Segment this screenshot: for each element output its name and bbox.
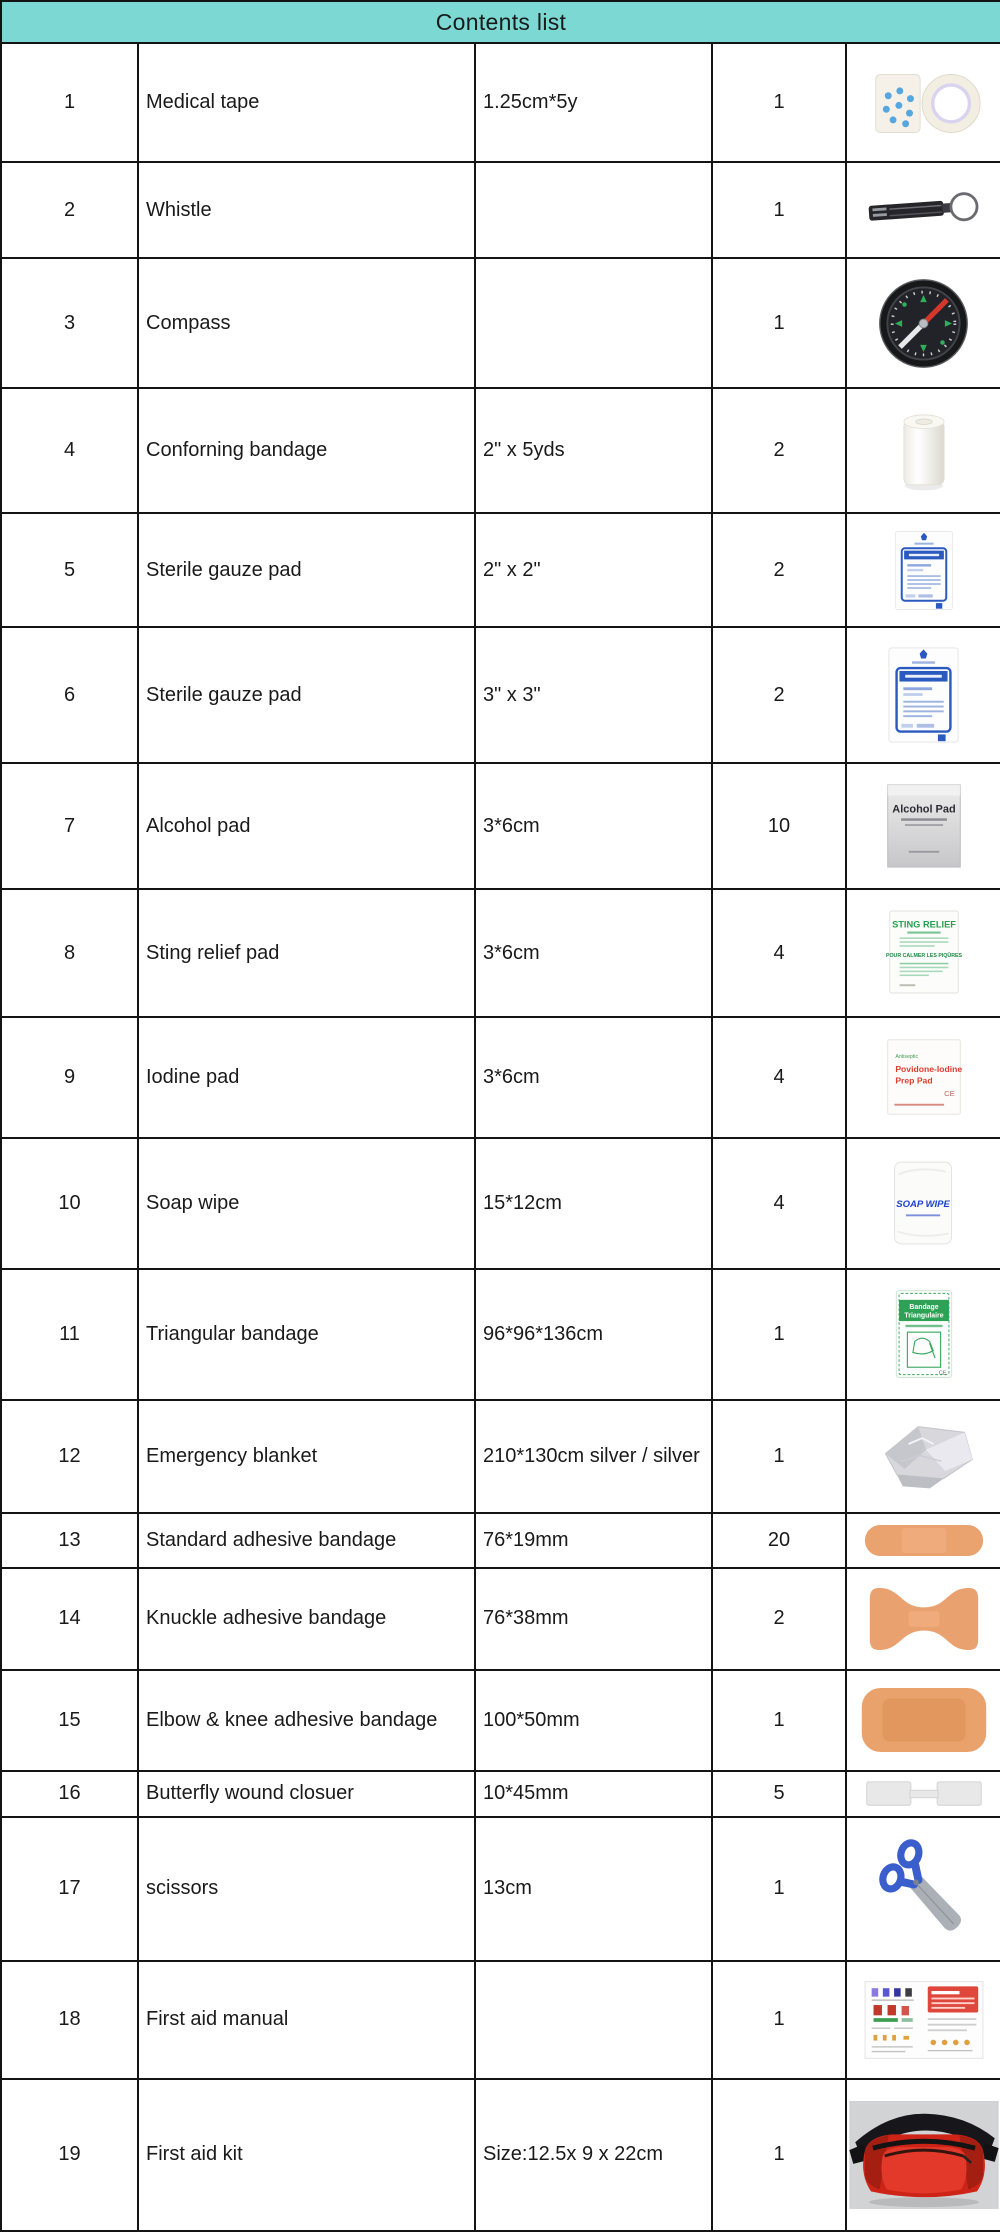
compass-photo [847, 259, 1000, 387]
item-size: 3" x 3" [475, 627, 712, 763]
item-number: 9 [1, 1017, 138, 1137]
item-number: 8 [1, 889, 138, 1017]
knuckle-bandage-photo [847, 1569, 1000, 1669]
item-number: 5 [1, 513, 138, 627]
svg-text:POUR CALMER LES PIQÛRES: POUR CALMER LES PIQÛRES [885, 953, 962, 960]
conforming-bandage-photo [847, 389, 1000, 513]
table-row [1, 1513, 1000, 1568]
item-size: 3*6cm [475, 1017, 712, 1137]
item-quantity: 1 [712, 1817, 846, 1961]
item-photo-cell [846, 1568, 1000, 1670]
item-size: 1.25cm*5y [475, 43, 712, 162]
table-row [1, 1961, 1000, 2079]
table-row [1, 1568, 1000, 1670]
item-quantity: 1 [712, 162, 846, 258]
item-name: First aid kit [138, 2079, 475, 2231]
item-photo-cell [846, 513, 1000, 627]
item-size: 210*130cm silver / silver [475, 1400, 712, 1514]
item-size [475, 162, 712, 258]
item-size: 100*50mm [475, 1670, 712, 1772]
soap-wipe-photo [847, 1139, 1000, 1268]
item-number: 14 [1, 1568, 138, 1670]
svg-text:Povidone-Iodine: Povidone-Iodine [894, 1064, 962, 1075]
item-name: First aid manual [138, 1961, 475, 2079]
item-name: scissors [138, 1817, 475, 1961]
item-name: Sterile gauze pad [138, 627, 475, 763]
table-row [1, 889, 1000, 1017]
item-number: 17 [1, 1817, 138, 1961]
item-number: 3 [1, 258, 138, 388]
item-name: Elbow & knee adhesive bandage [138, 1670, 475, 1772]
item-name: Triangular bandage [138, 1269, 475, 1400]
table-row [1, 1817, 1000, 1961]
svg-text:Antiseptic: Antiseptic [894, 1054, 918, 1061]
item-number: 2 [1, 162, 138, 258]
item-photo-cell [846, 1670, 1000, 1772]
item-photo-cell [846, 258, 1000, 388]
sting-relief-photo [847, 890, 1000, 1016]
item-photo-cell [846, 1400, 1000, 1514]
gauze-pad-small-photo [847, 514, 1000, 626]
first-aid-kit-photo [847, 2080, 1000, 2230]
item-number: 13 [1, 1513, 138, 1568]
item-name: Soap wipe [138, 1138, 475, 1269]
item-quantity: 4 [712, 889, 846, 1017]
item-size [475, 258, 712, 388]
item-number: 12 [1, 1400, 138, 1514]
item-quantity: 1 [712, 43, 846, 162]
item-quantity: 2 [712, 388, 846, 514]
item-quantity: 10 [712, 763, 846, 889]
item-size [475, 1961, 712, 2079]
svg-text:SOAP WIPE: SOAP WIPE [895, 1198, 950, 1210]
table-row [1, 388, 1000, 514]
item-name: Standard adhesive bandage [138, 1513, 475, 1568]
item-name: Sterile gauze pad [138, 513, 475, 627]
item-name: Medical tape [138, 43, 475, 162]
item-quantity: 4 [712, 1138, 846, 1269]
item-name: Whistle [138, 162, 475, 258]
item-photo-cell [846, 43, 1000, 162]
item-number: 18 [1, 1961, 138, 2079]
svg-text:CE: CE [943, 1089, 955, 1099]
item-quantity: 5 [712, 1771, 846, 1816]
item-quantity: 2 [712, 513, 846, 627]
medical-tape-photo [847, 44, 1000, 161]
item-quantity: 2 [712, 1568, 846, 1670]
whistle-photo [847, 163, 1000, 257]
svg-text:Alcohol Pad: Alcohol Pad [891, 803, 956, 816]
table-row [1, 1269, 1000, 1400]
item-name: Compass [138, 258, 475, 388]
gauze-pad-large-photo [847, 628, 1000, 762]
item-photo-cell [846, 627, 1000, 763]
table-row [1, 1017, 1000, 1137]
item-number: 1 [1, 43, 138, 162]
item-number: 6 [1, 627, 138, 763]
item-quantity: 1 [712, 258, 846, 388]
first-aid-manual-photo [847, 1962, 1000, 2078]
table-row [1, 2079, 1000, 2231]
svg-text:CE: CE [938, 1370, 946, 1377]
item-name: Emergency blanket [138, 1400, 475, 1514]
table-row [1, 43, 1000, 162]
item-number: 16 [1, 1771, 138, 1816]
standard-bandage-photo [847, 1514, 1000, 1567]
item-photo-cell [846, 763, 1000, 889]
iodine-pad-photo [847, 1018, 1000, 1136]
triangular-bandage-photo [847, 1270, 1000, 1399]
alcohol-pad-photo [847, 764, 1000, 888]
scissors-photo [847, 1818, 1000, 1960]
item-size: 10*45mm [475, 1771, 712, 1816]
item-quantity: 1 [712, 2079, 846, 2231]
table-title-row [1, 1, 1000, 43]
butterfly-closure-photo [847, 1772, 1000, 1815]
item-quantity: 1 [712, 1961, 846, 2079]
item-quantity: 1 [712, 1670, 846, 1772]
item-name: Alcohol pad [138, 763, 475, 889]
item-size: 96*96*136cm [475, 1269, 712, 1400]
item-number: 7 [1, 763, 138, 889]
item-name: Sting relief pad [138, 889, 475, 1017]
table-row [1, 763, 1000, 889]
item-photo-cell [846, 1269, 1000, 1400]
svg-text:STING RELIEF: STING RELIEF [891, 919, 956, 930]
table-row [1, 1670, 1000, 1772]
item-number: 10 [1, 1138, 138, 1269]
table-row [1, 627, 1000, 763]
item-number: 15 [1, 1670, 138, 1772]
item-name: Iodine pad [138, 1017, 475, 1137]
item-size: 13cm [475, 1817, 712, 1961]
item-photo-cell [846, 388, 1000, 514]
item-photo-cell [846, 1961, 1000, 2079]
table-row [1, 1771, 1000, 1816]
table-row [1, 1400, 1000, 1514]
item-photo-cell [846, 1817, 1000, 1961]
item-name: Conforning bandage [138, 388, 475, 514]
svg-text:Bandage: Bandage [908, 1304, 939, 1312]
svg-text:Triangulaire: Triangulaire [903, 1312, 944, 1320]
item-photo-cell [846, 1138, 1000, 1269]
item-size: 2" x 2" [475, 513, 712, 627]
item-size: 76*19mm [475, 1513, 712, 1568]
item-name: Butterfly wound closuer [138, 1771, 475, 1816]
item-photo-cell [846, 2079, 1000, 2231]
item-quantity: 20 [712, 1513, 846, 1568]
item-quantity: 4 [712, 1017, 846, 1137]
elbow-knee-bandage-photo [847, 1671, 1000, 1771]
table-row [1, 513, 1000, 627]
item-number: 4 [1, 388, 138, 514]
item-size: 76*38mm [475, 1568, 712, 1670]
item-photo-cell [846, 889, 1000, 1017]
table-row [1, 1138, 1000, 1269]
item-photo-cell [846, 1017, 1000, 1137]
item-quantity: 1 [712, 1400, 846, 1514]
item-photo-cell [846, 1513, 1000, 1568]
item-quantity: 2 [712, 627, 846, 763]
item-name: Knuckle adhesive bandage [138, 1568, 475, 1670]
svg-text:Prep Pad: Prep Pad [894, 1076, 933, 1087]
item-size: Size:12.5x 9 x 22cm [475, 2079, 712, 2231]
item-photo-cell [846, 1771, 1000, 1816]
table-row [1, 258, 1000, 388]
table-row [1, 162, 1000, 258]
item-quantity: 1 [712, 1269, 846, 1400]
item-size: 15*12cm [475, 1138, 712, 1269]
item-number: 19 [1, 2079, 138, 2231]
contents-table-body [1, 43, 1000, 2231]
table-title: Contents list [1, 1, 1000, 43]
item-size: 2" x 5yds [475, 388, 712, 514]
item-size: 3*6cm [475, 889, 712, 1017]
item-number: 11 [1, 1269, 138, 1400]
item-size: 3*6cm [475, 763, 712, 889]
emergency-blanket-photo [847, 1401, 1000, 1513]
item-photo-cell [846, 162, 1000, 258]
